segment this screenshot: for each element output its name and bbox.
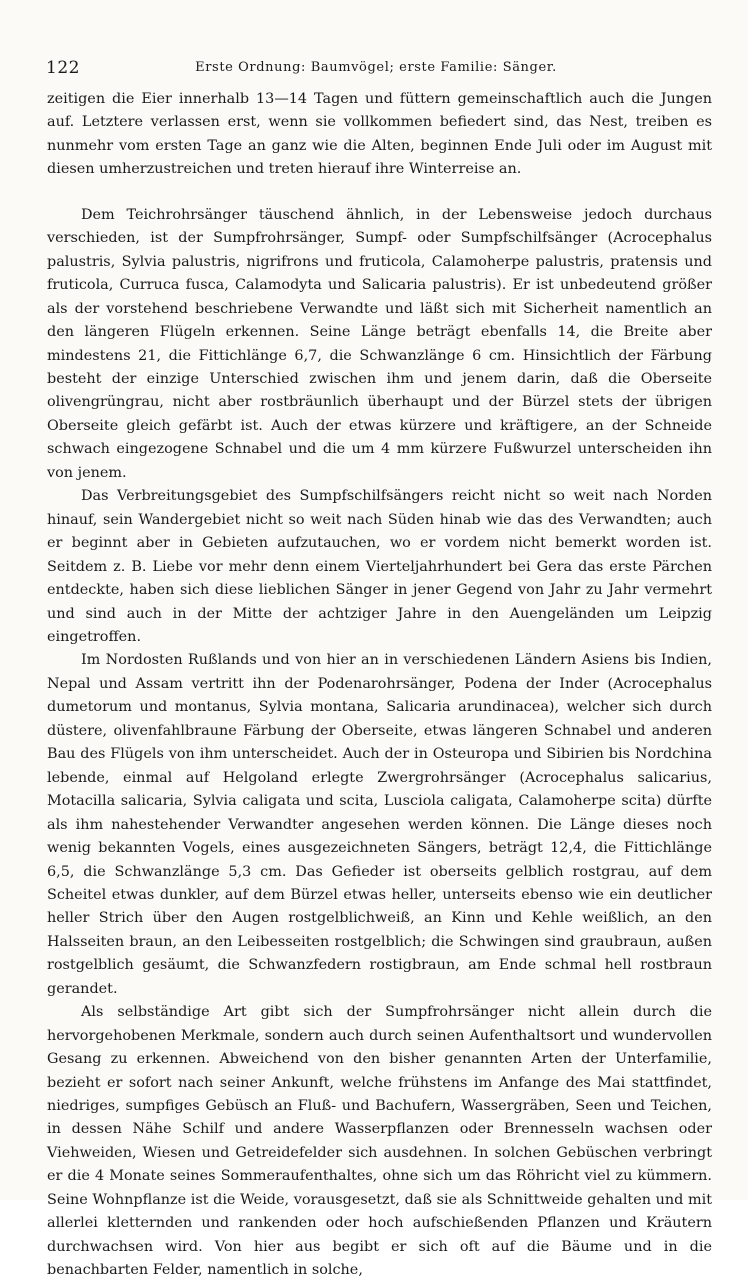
section-gap xyxy=(47,182,712,204)
page-number: 122 xyxy=(46,58,80,78)
running-head: Erste Ordnung: Baumvögel; erste Familie: Sänger. xyxy=(195,60,557,75)
body-text xyxy=(47,88,712,1283)
paragraph-sumpfrohrsaenger-intro: Dem Teichrohrsänger täuschend ähnlich, in der Lebensweise jedoch durchaus verschieden, ist der Sumpfrohrsänger, Sumpf- oder Sumpfschilfsänger (Acrocephalus palustris, Sylvia palustris, nigrifrons und fruticola, Calamoherpe palustris, pratensis und fruticola, Curruca fusca, Calamodyta und Salicaria palustris). Er ist unbedeutend größer als der vorstehend beschriebene Verwandte und läßt sich mit Sicherheit namentlich an den längeren Flügeln erkennen. Seine Länge beträgt ebenfalls 14, die Breite aber mindestens 21, die Fittichlänge 6,7, die Schwanzlänge 6 cm. Hinsichtlich der Färbung besteht der einzige Unterschied zwischen ihm und jenem darin, daß die Oberseite olivengrüngrau, nicht aber rostbräunlich überhaupt und der Bürzel stets der übrigen Oberseite gleich gefärbt ist. Auch der etwas kürzere und kräftigere, an der Schneide schwach eingezogene Schnabel und die um 4 mm kürzere Fußwurzel unterscheiden ihn von jenem. xyxy=(47,206,712,481)
paragraph-continuation: zeitigen die Eier innerhalb 13—14 Tagen und füttern gemeinschaftlich auch die Jungen auf. Letztere verlassen erst, wenn sie vollkommen befiedert sind, das Nest, treiben es nunmehr vom ersten Tage an ganz wie die Alten, beginnen Ende Juli oder im August mit diesen umherzustreichen und treten hierauf ihre Winterreise an. xyxy=(47,91,712,178)
page-header xyxy=(46,58,706,80)
paragraph-lebensweise: Als selbständige Art gibt sich der Sumpfrohrsänger nicht allein durch die hervorgehobenen Merkmale, sondern auch durch seinen Aufenthaltsort und wundervollen Gesang zu erkennen. Abweichend von den bisher genannten Arten der Unterfamilie, bezieht er sofort nach seiner Ankunft, welche frühstens im Anfange des Mai stattfindet, niedriges, sumpfiges Gebüsch an Fluß- und Bachufern, Wassergräben, Seen und Teichen, in dessen Nähe Schilf und andere Wasserpflanzen oder Brennesseln wachsen oder Viehweiden, Wiesen und Getreidefelder sich ausdehnen. In solchen Gebüschen verbringt er die 4 Monate seines Sommeraufenthaltes, ohne sich um das Röhricht viel zu kümmern. Seine Wohnpflanze ist die Weide, vorausgesetzt, daß sie als Schnittweide gehalten und mit allerlei kletternden und rankenden oder hoch aufschießenden Pflanzen und Kräutern durchwachsen wird. Von hier aus begibt er sich oft auf die Bäume und in die benachbarten Felder, namentlich in solche, xyxy=(47,1004,712,1279)
paragraph-verbreitungsgebiet: Das Verbreitungsgebiet des Sumpfschilfsängers reicht nicht so weit nach Norden hinauf, sein Wandergebiet nicht so weit nach Süden hinab wie das des Verwandten; auch er beginnt aber in Gebieten aufzutauchen, wo er vordem nicht bemerkt worden ist. Seitdem z. B. Liebe vor mehr denn einem Vierteljahrhundert bei Gera das erste Pärchen entdeckte, haben sich diese lieblichen Sänger in jener Gegend von Jahr zu Jahr vermehrt und sind auch in der Mitte der achtziger Jahre in den Auengeländen um Leipzig eingetroffen. xyxy=(47,488,712,645)
paragraph-verwandte-arten: Im Nordosten Rußlands und von hier an in verschiedenen Ländern Asiens bis Indien, Nepal und Assam vertritt ihn der Podenarohrsänger, Podena der Inder (Acrocephalus dumetorum und montanus, Sylvia montana, Salicaria arundinacea), welcher sich durch düstere, olivenfahlbraune Färbung der Oberseite, etwas längeren Schnabel und anderen Bau des Flügels von ihm unterscheidet. Auch der in Osteuropa und Sibirien bis Nordchina lebende, einmal auf Helgoland erlegte Zwergrohrsänger (Acrocephalus salicarius, Motacilla salicaria, Sylvia caligata und scita, Lusciola caligata, Calamoherpe scita) dürfte als ihm nahestehender Verwandter angesehen werden können. Die Länge dieses noch wenig bekannten Vogels, eines ausgezeichneten Sängers, beträgt 12,4, die Fittichlänge 6,5, die Schwanzlänge 5,3 cm. Das Gefieder ist oberseits gelblich rostgrau, auf dem Scheitel etwas dunkler, auf dem Bürzel etwas heller, unterseits ebenso wie ein deutlicher heller Strich über den Augen rostgelblichweiß, an Kinn und Kehle weißlich, an den Halsseiten braun, an den Leibesseiten rostgelblich; die Schwingen sind graubraun, außen rostgelblich gesäumt, die Schwanzfedern rostigbraun, am Ende schmal hell rostbraun gerandet. xyxy=(47,652,712,997)
